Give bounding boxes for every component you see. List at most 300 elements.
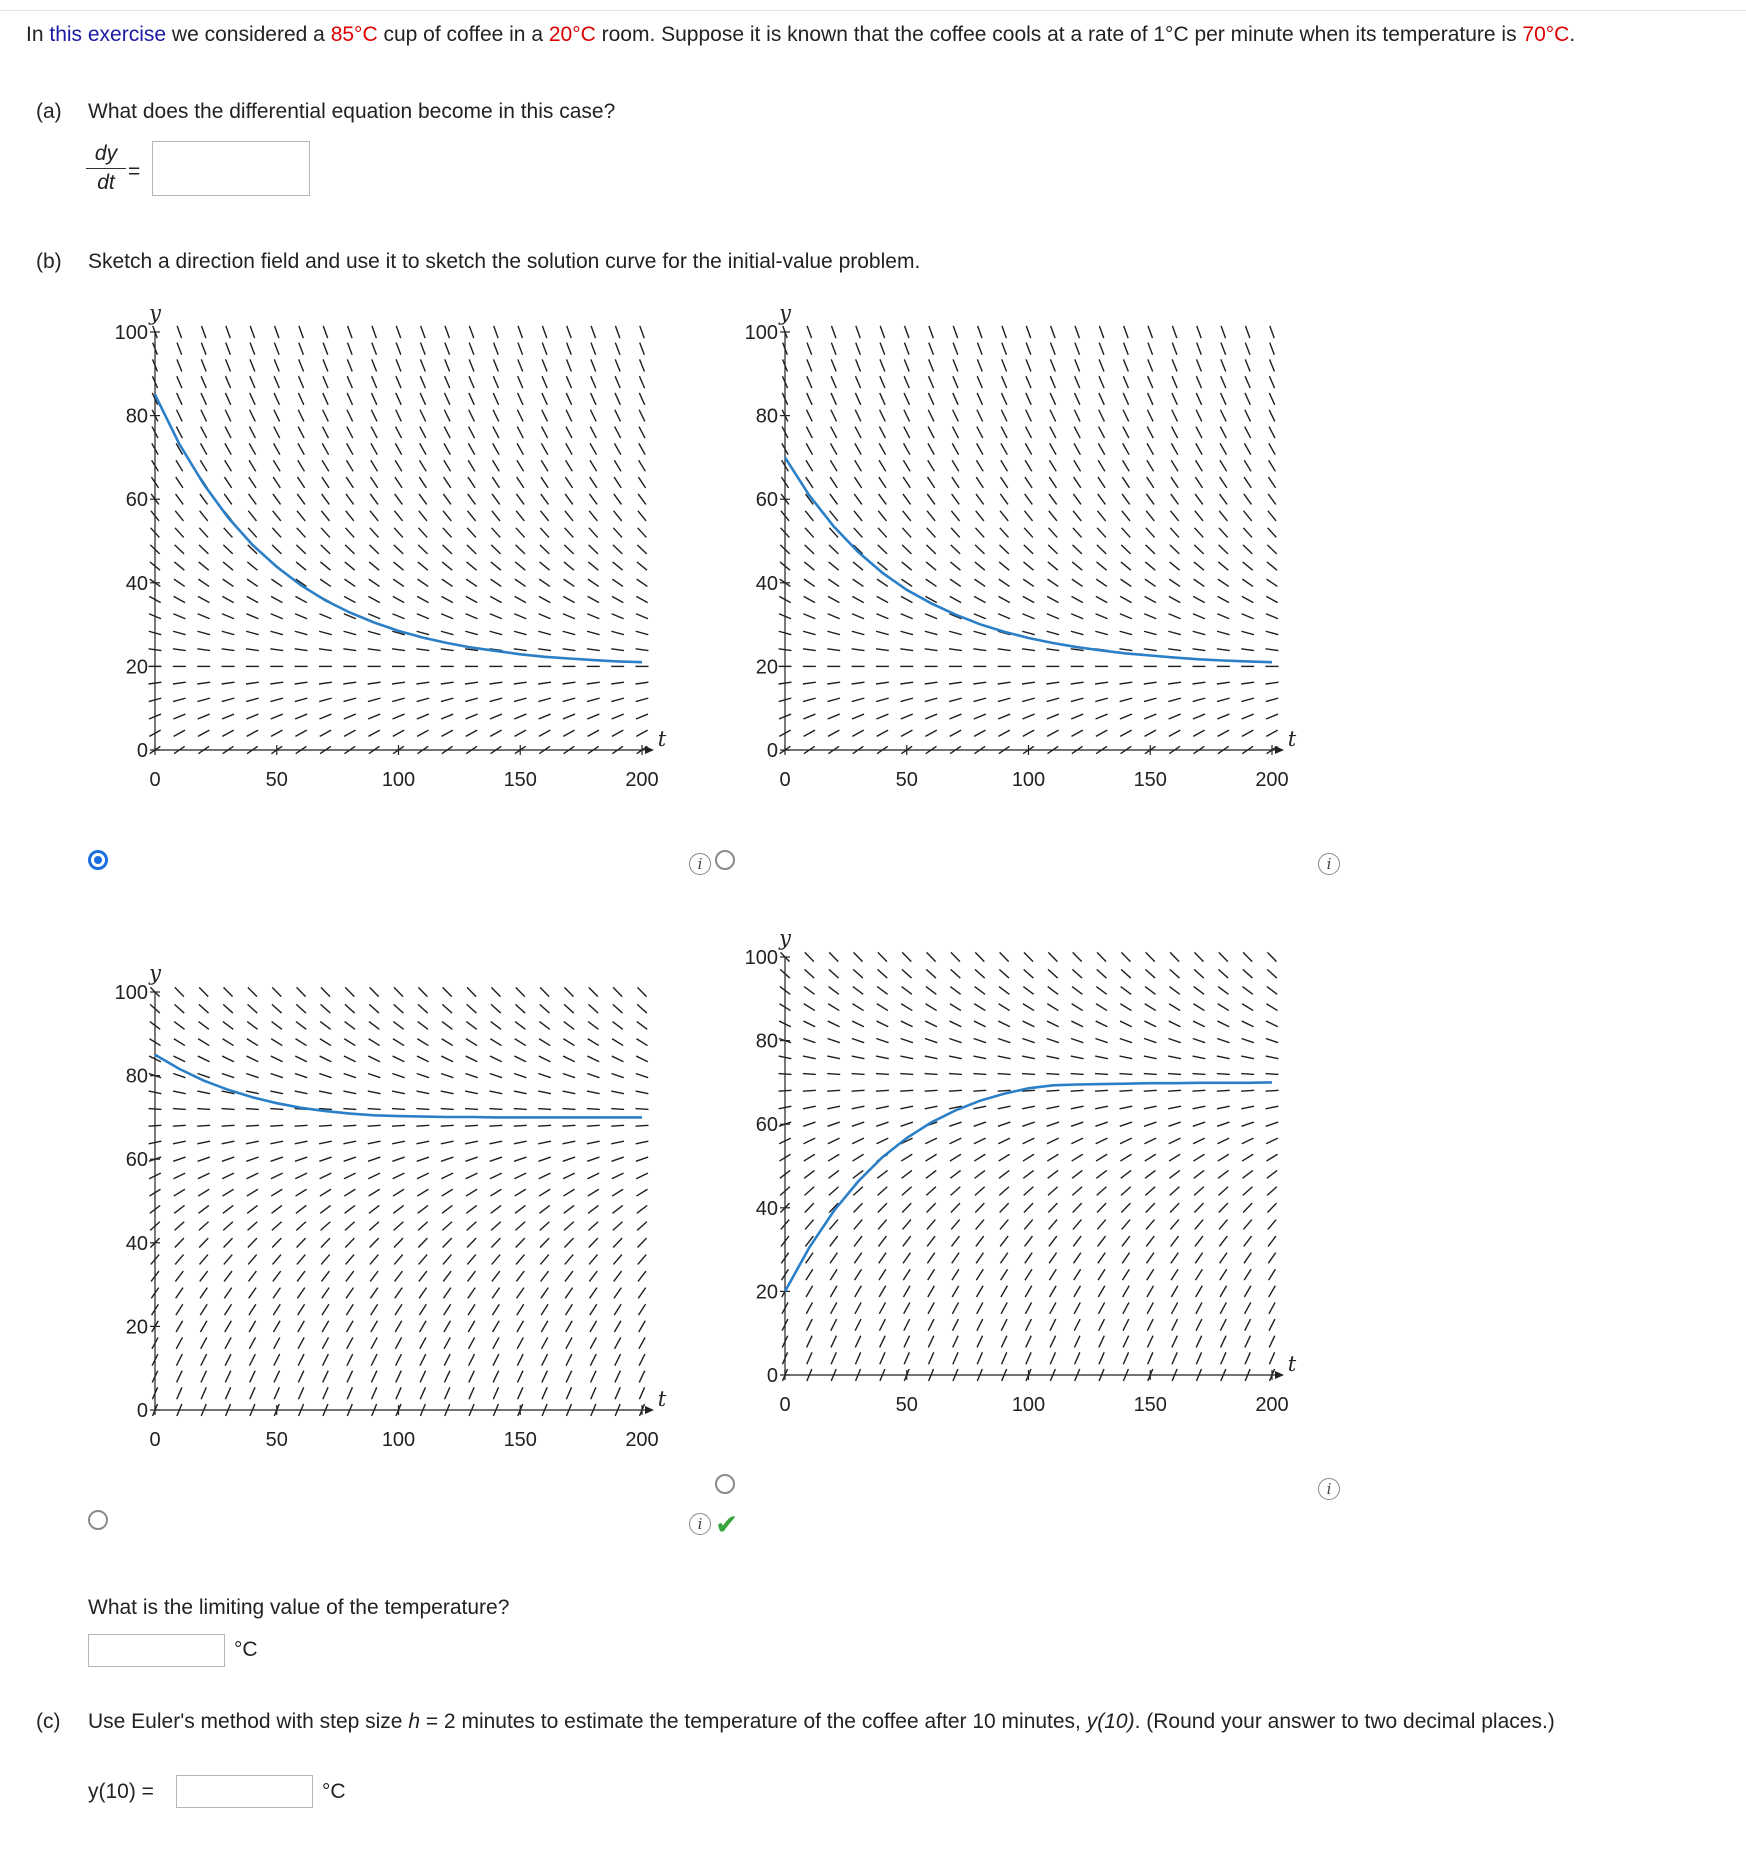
direction-segment	[1219, 1220, 1227, 1230]
direction-segment	[1147, 427, 1153, 439]
direction-segment	[1002, 343, 1007, 355]
direction-segment	[1171, 1253, 1178, 1264]
direction-segment	[518, 343, 523, 355]
direction-segment	[854, 511, 862, 521]
direction-segment	[1121, 579, 1132, 586]
direction-segment	[272, 1222, 282, 1231]
direction-segment	[587, 1125, 600, 1126]
direction-segment	[566, 1354, 572, 1366]
direction-segment	[636, 1109, 649, 1110]
euler-answer-input[interactable]	[176, 1775, 313, 1808]
direction-segment	[319, 1125, 332, 1126]
direction-segment	[637, 1238, 646, 1247]
direction-segment	[1148, 326, 1152, 338]
direction-segment	[1022, 1056, 1035, 1059]
direction-segment	[904, 343, 909, 355]
direction-segment	[538, 698, 551, 701]
direction-segment	[417, 1056, 429, 1062]
direction-segment	[248, 1271, 256, 1281]
direction-segment	[396, 343, 401, 355]
direction-segment	[1196, 376, 1201, 388]
direction-segment	[637, 1004, 647, 1013]
direction-segment	[270, 1141, 283, 1144]
direction-segment	[566, 410, 572, 422]
direction-segment	[1144, 649, 1157, 651]
direction-segment	[1001, 477, 1008, 488]
direction-segment	[200, 511, 208, 521]
x-tick-label: 0	[149, 769, 161, 791]
exercise-link[interactable]: this exercise	[49, 23, 167, 46]
direction-segment	[467, 1004, 477, 1013]
direction-segment	[926, 562, 936, 570]
intro-text-1: In	[26, 23, 50, 46]
direction-segment	[368, 714, 380, 719]
direction-segment	[515, 579, 526, 586]
direction-segment	[369, 545, 378, 554]
direction-segment	[1074, 1269, 1081, 1280]
direction-segment	[563, 1157, 575, 1161]
direction-segment	[250, 343, 255, 355]
direction-segment	[1267, 562, 1277, 570]
direction-segment	[417, 714, 429, 719]
direction-segment	[177, 343, 182, 355]
direction-segment	[539, 614, 551, 619]
direction-segment	[1195, 1253, 1202, 1264]
direction-segment	[876, 714, 888, 719]
direction-segment	[540, 528, 549, 538]
direction-segment	[1217, 614, 1229, 619]
direction-segment	[1269, 1286, 1276, 1297]
direction-segment	[176, 477, 183, 488]
direction-segment	[901, 1154, 912, 1161]
direction-segment	[950, 1154, 961, 1161]
direction-segment	[345, 1022, 355, 1030]
direction-segment	[246, 1073, 258, 1077]
direction-segment	[176, 1304, 183, 1315]
direction-segment	[298, 1321, 305, 1332]
direction-segment	[806, 1286, 813, 1297]
direction-segment	[637, 1222, 647, 1231]
direction-segment	[469, 410, 475, 422]
direction-segment	[1270, 359, 1275, 371]
direction-segment	[396, 1387, 401, 1399]
direction-segment	[270, 1125, 283, 1126]
direction-segment	[1049, 1253, 1056, 1264]
direction-segment	[1169, 579, 1180, 586]
direction-segment	[998, 1038, 1010, 1042]
limit-input[interactable]	[88, 1634, 225, 1667]
direction-segment	[515, 1205, 525, 1213]
direction-segment	[1220, 1302, 1226, 1313]
direction-segment	[831, 1336, 837, 1348]
direction-segment	[298, 1387, 303, 1399]
direction-segment	[368, 1109, 381, 1110]
direction-segment	[371, 477, 378, 488]
direction-segment	[270, 698, 283, 701]
direction-segment	[1120, 1138, 1132, 1144]
direction-segment	[925, 1038, 937, 1042]
direction-segment	[1048, 562, 1058, 570]
direction-segment	[1120, 1122, 1132, 1126]
direction-segment	[177, 376, 182, 388]
direction-segment	[320, 730, 331, 736]
direction-segment	[515, 730, 526, 736]
direction-segment	[807, 1336, 813, 1348]
direction-segment	[638, 1255, 646, 1265]
direction-segment	[977, 427, 983, 439]
direction-segment	[542, 1387, 547, 1399]
direction-segment	[1023, 1138, 1035, 1144]
direction-segment	[442, 730, 453, 736]
direction-segment	[273, 1288, 280, 1299]
direction-segment	[395, 1321, 402, 1332]
direction-segment	[1241, 682, 1254, 684]
direction-segment	[344, 1073, 356, 1077]
direction-segment	[803, 1106, 816, 1109]
direction-segment	[319, 614, 331, 619]
direction-segment	[323, 1371, 329, 1383]
direction-segment	[902, 1203, 911, 1212]
graph-4-info-icon[interactable]: i	[1318, 1478, 1340, 1500]
direction-segment	[468, 1304, 475, 1315]
direction-segment	[1194, 969, 1204, 978]
direction-segment	[468, 1271, 476, 1281]
direction-segment	[443, 1271, 451, 1281]
direction-segment	[830, 477, 837, 488]
direction-segment	[1099, 410, 1105, 422]
direction-segment	[856, 326, 860, 338]
direction-segment	[344, 1157, 356, 1161]
direction-segment	[518, 393, 523, 405]
direction-segment	[224, 528, 233, 538]
direction-segment	[904, 1319, 910, 1331]
direction-segment	[1169, 1154, 1180, 1161]
direction-segment	[1000, 494, 1008, 505]
direction-segment	[563, 682, 576, 684]
differential-equation-input[interactable]	[152, 141, 310, 196]
direction-segment	[1268, 477, 1275, 488]
direction-segment	[491, 987, 500, 996]
direction-segment	[564, 1004, 574, 1013]
direction-segment	[900, 682, 913, 684]
direction-segment	[901, 714, 913, 719]
direction-segment	[201, 376, 206, 388]
direction-segment	[1268, 1236, 1276, 1246]
direction-segment	[1022, 631, 1035, 634]
direction-segment	[517, 1288, 524, 1299]
direction-segment	[417, 596, 428, 602]
graph-option-2-radio[interactable]	[715, 850, 735, 870]
direction-segment	[198, 1073, 210, 1077]
direction-segment	[199, 562, 209, 570]
direction-segment	[345, 1004, 355, 1013]
direction-segment	[1047, 1004, 1058, 1011]
direction-segment	[1073, 1253, 1080, 1264]
direction-segment	[590, 427, 596, 439]
direction-segment	[587, 682, 600, 684]
direction-segment	[903, 1253, 910, 1264]
graph-3-info-icon[interactable]: i	[689, 1513, 711, 1535]
direction-segment	[368, 631, 381, 634]
direction-segment	[176, 494, 184, 505]
direction-segment	[900, 649, 913, 651]
direction-segment	[612, 614, 624, 619]
direction-segment	[803, 1090, 816, 1091]
direction-segment	[637, 1205, 647, 1213]
problem-statement	[26, 20, 1726, 49]
direction-segment	[879, 1253, 886, 1264]
direction-segment	[1242, 1170, 1252, 1178]
direction-segment	[612, 1039, 623, 1046]
direction-segment	[1072, 562, 1082, 570]
direction-segment	[516, 528, 525, 538]
direction-segment	[638, 511, 646, 521]
direction-segment	[1242, 1004, 1253, 1011]
direction-segment	[1095, 1122, 1107, 1126]
graph-option-1[interactable]	[90, 290, 667, 860]
direction-segment	[1025, 494, 1033, 505]
direction-segment	[199, 1022, 209, 1030]
direction-segment	[247, 596, 258, 602]
direction-segment	[1170, 562, 1180, 570]
direction-segment	[588, 596, 599, 602]
graph-2-info-icon[interactable]: i	[1318, 853, 1340, 875]
direction-segment	[564, 1222, 574, 1231]
direction-segment	[1219, 494, 1227, 505]
direction-segment	[587, 1109, 600, 1110]
graph-option-4-radio[interactable]	[715, 1474, 735, 1494]
direction-segment	[348, 326, 352, 338]
direction-segment	[1145, 969, 1155, 978]
direction-segment	[564, 1022, 574, 1030]
direction-segment	[974, 596, 985, 602]
direction-segment	[469, 427, 475, 439]
direction-segment	[1124, 326, 1128, 338]
direction-segment	[1266, 1074, 1279, 1075]
direction-segment	[856, 359, 861, 371]
direction-segment	[319, 1091, 332, 1094]
direction-segment	[1022, 1122, 1034, 1126]
graph-option-2[interactable]	[720, 290, 1297, 860]
direction-segment	[926, 579, 937, 586]
direction-segment	[271, 1039, 282, 1046]
direction-segment	[393, 1205, 403, 1213]
intro-text-3: cup of coffee in a	[377, 23, 549, 46]
direction-segment	[539, 1173, 551, 1179]
direction-segment	[321, 528, 330, 538]
graph-option-3-radio[interactable]	[88, 1510, 108, 1530]
direction-segment	[1220, 1286, 1227, 1297]
graph-option-1-radio[interactable]	[88, 850, 108, 870]
part-c-text-2: = 2 minutes to estimate the temperature of the coffee after 10 minutes,	[420, 1710, 1087, 1733]
graph-option-4[interactable]	[720, 915, 1297, 1485]
direction-segment	[1196, 1286, 1203, 1297]
direction-segment	[1172, 1352, 1177, 1364]
direction-segment	[1047, 596, 1058, 602]
direction-segment	[372, 343, 377, 355]
coffee-temperature: 85°C	[330, 23, 378, 46]
direction-segment	[515, 1189, 526, 1196]
direction-segment	[200, 460, 207, 471]
direction-segment	[1075, 1352, 1080, 1364]
direction-segment	[876, 1056, 889, 1059]
direction-segment	[974, 631, 987, 634]
direction-segment	[928, 1319, 934, 1331]
direction-segment	[297, 528, 306, 538]
direction-segment	[1099, 343, 1104, 355]
direction-segment	[201, 1387, 206, 1399]
direction-segment	[805, 1203, 814, 1212]
direction-segment	[173, 649, 186, 651]
direction-segment	[806, 1269, 813, 1280]
graph-1-info-icon[interactable]: i	[689, 853, 711, 875]
direction-segment	[612, 1189, 623, 1196]
direction-segment	[567, 326, 571, 338]
direction-segment	[828, 596, 839, 602]
part-c-label: (c)	[36, 1710, 61, 1733]
direction-segment	[1075, 326, 1079, 338]
direction-segment	[1120, 614, 1132, 619]
direction-segment	[974, 1154, 985, 1161]
direction-segment	[639, 393, 644, 405]
direction-segment	[804, 596, 815, 602]
direction-segment	[587, 1091, 600, 1094]
direction-segment	[1244, 1236, 1252, 1246]
direction-segment	[442, 1004, 452, 1013]
direction-segment	[1146, 528, 1155, 538]
direction-segment	[223, 1189, 234, 1196]
direction-segment	[1096, 730, 1107, 736]
direction-segment	[949, 682, 962, 684]
direction-segment	[587, 1173, 599, 1179]
direction-segment	[541, 1288, 548, 1299]
direction-segment	[1050, 410, 1056, 422]
direction-segment	[805, 511, 813, 521]
direction-segment	[1024, 1187, 1034, 1196]
equals-sign: =	[128, 160, 141, 183]
direction-segment	[950, 579, 961, 586]
direction-segment	[493, 1387, 498, 1399]
direction-segment	[1122, 1236, 1130, 1246]
direction-segment	[831, 359, 836, 371]
direction-segment	[469, 393, 474, 405]
direction-segment	[347, 393, 352, 405]
direction-segment	[880, 410, 886, 422]
direction-segment	[977, 443, 983, 454]
direction-segment	[418, 987, 427, 996]
direction-segment	[1001, 1286, 1008, 1297]
direction-segment	[1025, 1236, 1033, 1246]
direction-segment	[636, 682, 649, 684]
direction-segment	[247, 1173, 259, 1179]
direction-segment	[517, 1354, 523, 1366]
direction-segment	[1218, 1170, 1228, 1178]
direction-segment	[588, 1022, 598, 1030]
direction-segment	[953, 1319, 959, 1331]
direction-segment	[394, 511, 402, 521]
direction-segment	[1241, 1106, 1254, 1109]
direction-segment	[466, 714, 478, 719]
graph-option-3[interactable]	[90, 950, 667, 1520]
direction-segment	[1195, 511, 1203, 521]
direction-segment	[1096, 1138, 1108, 1144]
direction-segment	[539, 730, 550, 736]
direction-segment	[1001, 443, 1007, 454]
direction-segment	[394, 987, 403, 996]
direction-segment	[612, 1157, 624, 1161]
direction-segment	[539, 596, 550, 602]
direction-segment	[1121, 1170, 1131, 1178]
direction-segment	[392, 1157, 404, 1161]
direction-segment	[926, 1187, 936, 1196]
direction-segment	[1122, 477, 1129, 488]
direction-segment	[1171, 460, 1178, 471]
direction-segment	[1048, 1170, 1058, 1178]
direction-segment	[1146, 1236, 1154, 1246]
direction-segment	[564, 545, 573, 554]
direction-segment	[1097, 528, 1106, 538]
direction-segment	[927, 511, 935, 521]
direction-segment	[295, 730, 306, 736]
direction-segment	[344, 698, 357, 701]
direction-segment	[1002, 376, 1007, 388]
direction-segment	[201, 443, 207, 454]
direction-segment	[274, 443, 280, 454]
direction-segment	[1145, 1004, 1156, 1011]
direction-segment	[852, 1056, 865, 1059]
direction-segment	[173, 1141, 186, 1144]
direction-segment	[611, 1141, 624, 1144]
direction-segment	[827, 1106, 840, 1109]
direction-segment	[1072, 730, 1083, 736]
direction-segment	[878, 1203, 887, 1212]
direction-segment	[296, 1039, 307, 1046]
direction-segment	[493, 393, 498, 405]
direction-segment	[901, 614, 913, 619]
direction-segment	[249, 443, 255, 454]
direction-segment	[538, 1125, 551, 1126]
direction-segment	[1172, 1319, 1178, 1331]
direction-segment	[565, 1255, 573, 1265]
direction-segment	[880, 359, 885, 371]
direction-segment	[175, 1004, 185, 1013]
direction-segment	[950, 1170, 960, 1178]
direction-segment	[295, 682, 308, 684]
direction-segment	[222, 649, 235, 651]
direction-segment	[566, 1337, 572, 1348]
direction-segment	[1242, 714, 1254, 719]
direction-segment	[901, 1021, 913, 1027]
direction-segment	[442, 1222, 452, 1231]
direction-segment	[1122, 1220, 1130, 1230]
direction-segment	[1049, 1269, 1056, 1280]
direction-segment	[1072, 1154, 1083, 1161]
direction-segment	[587, 698, 600, 701]
direction-segment	[614, 494, 622, 505]
direction-segment	[421, 343, 426, 355]
direction-segment	[1192, 1090, 1205, 1091]
direction-segment	[1217, 714, 1229, 719]
direction-segment	[345, 1238, 354, 1247]
direction-segment	[953, 410, 959, 422]
direction-segment	[371, 1321, 378, 1332]
y-tick-label: 40	[125, 1232, 148, 1255]
direction-segment	[1047, 698, 1060, 701]
y-axis-label: y	[779, 926, 791, 950]
direction-segment	[804, 1154, 815, 1161]
direction-segment	[226, 343, 231, 355]
part-c-text-1: Use Euler's method with step size	[88, 1710, 409, 1733]
